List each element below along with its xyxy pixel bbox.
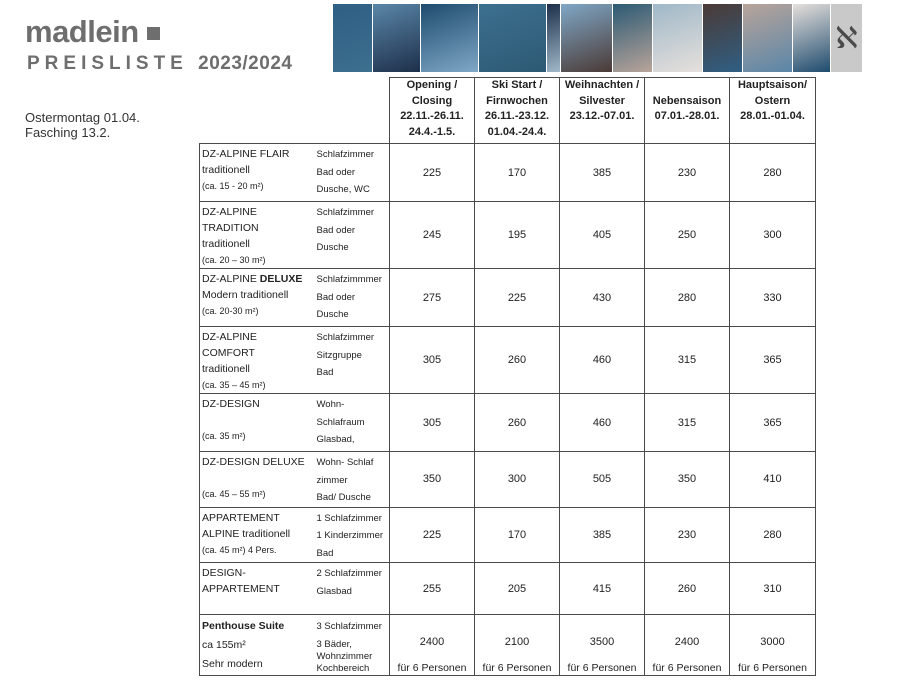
photo-pool-3 bbox=[421, 4, 479, 72]
price-cell: 225 bbox=[475, 269, 560, 327]
price-cell: 410 bbox=[730, 452, 816, 508]
price-cell: 260 bbox=[475, 394, 560, 452]
room-cell: DZ-ALPINE DELUXE Modern traditionell (ca. 20-30 m²) bbox=[200, 269, 314, 327]
season-header-main-season: Hauptsaison/ Ostern 28.01.-01.04. bbox=[730, 78, 816, 144]
price-cell: 385 bbox=[560, 507, 645, 563]
price-cell: 250 bbox=[645, 202, 730, 269]
price-cell: 275 bbox=[390, 269, 475, 327]
price-cell: 280 bbox=[645, 269, 730, 327]
brand-square-icon bbox=[147, 27, 160, 40]
table-row bbox=[200, 327, 816, 394]
price-cell: 230 bbox=[645, 144, 730, 202]
table-row bbox=[200, 507, 816, 563]
price-cell: 205 bbox=[475, 563, 560, 615]
price-cell: 225 bbox=[390, 144, 475, 202]
price-cell: 245 bbox=[390, 202, 475, 269]
room-desc-cell: Schlafzimmer Sitzgruppe Bad bbox=[314, 327, 390, 394]
photo-snow bbox=[613, 4, 653, 72]
table-row bbox=[200, 269, 816, 327]
price-cell: 350 bbox=[645, 452, 730, 508]
price-cell: 255 bbox=[390, 563, 475, 615]
table-row bbox=[200, 394, 816, 452]
season-header-off-season: Nebensaison 07.01.-28.01. bbox=[645, 78, 730, 144]
price-cell: 300 bbox=[730, 202, 816, 269]
room-desc-cell: 3 Schlafzimmer 3 Bäder, Wohnzimmer Kochbereich bbox=[314, 615, 390, 676]
price-cell: 300 bbox=[475, 452, 560, 508]
table-row-penthouse bbox=[200, 615, 816, 676]
room-desc-cell: 1 Schlafzimmer 1 Kinderzimmer Bad bbox=[314, 507, 390, 563]
table-row bbox=[200, 563, 816, 615]
price-cell: 405 bbox=[560, 202, 645, 269]
price-cell: 225 bbox=[390, 507, 475, 563]
table-row bbox=[200, 144, 816, 202]
price-cell: 170 bbox=[475, 144, 560, 202]
brand-logo bbox=[25, 14, 160, 50]
price-cell: 350 bbox=[390, 452, 475, 508]
room-desc-cell: Schlafzimmer Bad oder Dusche bbox=[314, 202, 390, 269]
price-list-label: PREISLISTE bbox=[27, 53, 188, 74]
table-row bbox=[200, 202, 816, 269]
room-cell: DZ-ALPINE TRADITION traditionell (ca. 20 – 30 m²) bbox=[200, 202, 314, 269]
brand-name: madlein bbox=[25, 14, 139, 49]
photo-bedroom-2 bbox=[793, 4, 831, 72]
photo-dark-strip bbox=[547, 4, 561, 72]
season-header-christmas: Weihnachten / Silvester 23.12.-07.01. bbox=[560, 78, 645, 144]
price-cell: 230 bbox=[645, 507, 730, 563]
price-cell: 305 bbox=[390, 327, 475, 394]
header-blank-desc bbox=[314, 78, 390, 144]
price-cell: 3000 für 6 Personen bbox=[730, 615, 816, 676]
price-cell: 260 bbox=[475, 327, 560, 394]
price-cell: 280 bbox=[730, 144, 816, 202]
room-desc-cell: Wohn- Schlafraum Glasbad, bbox=[314, 394, 390, 452]
room-desc-cell: 2 Schlafzimmer Glasbad bbox=[314, 563, 390, 615]
photo-bedroom-1 bbox=[743, 4, 793, 72]
price-cell: 170 bbox=[475, 507, 560, 563]
price-cell: 415 bbox=[560, 563, 645, 615]
photo-spa bbox=[653, 4, 703, 72]
season-header-opening: Opening / Closing 22.11.-26.11. 24.4.-1.5. bbox=[390, 78, 475, 144]
price-cell: 365 bbox=[730, 327, 816, 394]
price-cell: 330 bbox=[730, 269, 816, 327]
price-cell: 2400 für 6 Personen bbox=[645, 615, 730, 676]
room-cell: DZ-ALPINE COMFORT traditionell (ca. 35 – 45 m²) bbox=[200, 327, 314, 394]
price-cell: 2100 für 6 Personen bbox=[475, 615, 560, 676]
price-cell: 460 bbox=[560, 327, 645, 394]
hotel-photo-strip bbox=[333, 4, 862, 72]
price-cell: 280 bbox=[730, 507, 816, 563]
price-cell: 430 bbox=[560, 269, 645, 327]
room-cell: DZ-DESIGN DELUXE (ca. 45 – 55 m²) bbox=[200, 452, 314, 508]
price-list-title bbox=[27, 53, 292, 75]
header-blank-room bbox=[200, 78, 314, 144]
room-desc-cell: Schlafzimmmer Bad oder Dusche bbox=[314, 269, 390, 327]
price-table bbox=[199, 77, 816, 676]
price-cell: 365 bbox=[730, 394, 816, 452]
price-list-year: 2023/2024 bbox=[198, 53, 293, 74]
price-cell: 305 bbox=[390, 394, 475, 452]
table-row bbox=[200, 452, 816, 508]
price-cell: 315 bbox=[645, 394, 730, 452]
season-header-ski-start: Ski Start / Firnwochen 26.11.-23.12. 01.04.-24.4. bbox=[475, 78, 560, 144]
room-desc-cell: Wohn- Schlaf zimmer Bad/ Dusche bbox=[314, 452, 390, 508]
price-cell: 195 bbox=[475, 202, 560, 269]
note-easter-monday: Ostermontag 01.04. bbox=[25, 110, 140, 125]
price-cell: 505 bbox=[560, 452, 645, 508]
madlein-emblem-icon: ℵ bbox=[831, 4, 862, 72]
price-cell: 3500 für 6 Personen bbox=[560, 615, 645, 676]
photo-winter bbox=[561, 4, 613, 72]
room-cell: Penthouse Suite ca 155m² Sehr modern bbox=[200, 615, 314, 676]
photo-pool-1 bbox=[333, 4, 373, 72]
holiday-notes bbox=[25, 110, 140, 140]
room-cell: APPARTEMENT ALPINE traditionell (ca. 45 m²) 4 Pers. bbox=[200, 507, 314, 563]
price-cell: 460 bbox=[560, 394, 645, 452]
price-cell: 310 bbox=[730, 563, 816, 615]
price-cell: 315 bbox=[645, 327, 730, 394]
price-cell: 385 bbox=[560, 144, 645, 202]
price-cell: 260 bbox=[645, 563, 730, 615]
photo-lounge bbox=[703, 4, 743, 72]
price-cell: 2400 für 6 Personen bbox=[390, 615, 475, 676]
room-cell: DZ-ALPINE FLAIR traditionell (ca. 15 - 20 m²) bbox=[200, 144, 314, 202]
room-desc-cell: Schlafzimmer Bad oder Dusche, WC bbox=[314, 144, 390, 202]
photo-pool-2 bbox=[373, 4, 421, 72]
photo-pool-4 bbox=[479, 4, 547, 72]
note-carnival: Fasching 13.2. bbox=[25, 125, 111, 140]
room-cell: DZ-DESIGN (ca. 35 m²) bbox=[200, 394, 314, 452]
room-cell: DESIGN- APPARTEMENT bbox=[200, 563, 314, 615]
